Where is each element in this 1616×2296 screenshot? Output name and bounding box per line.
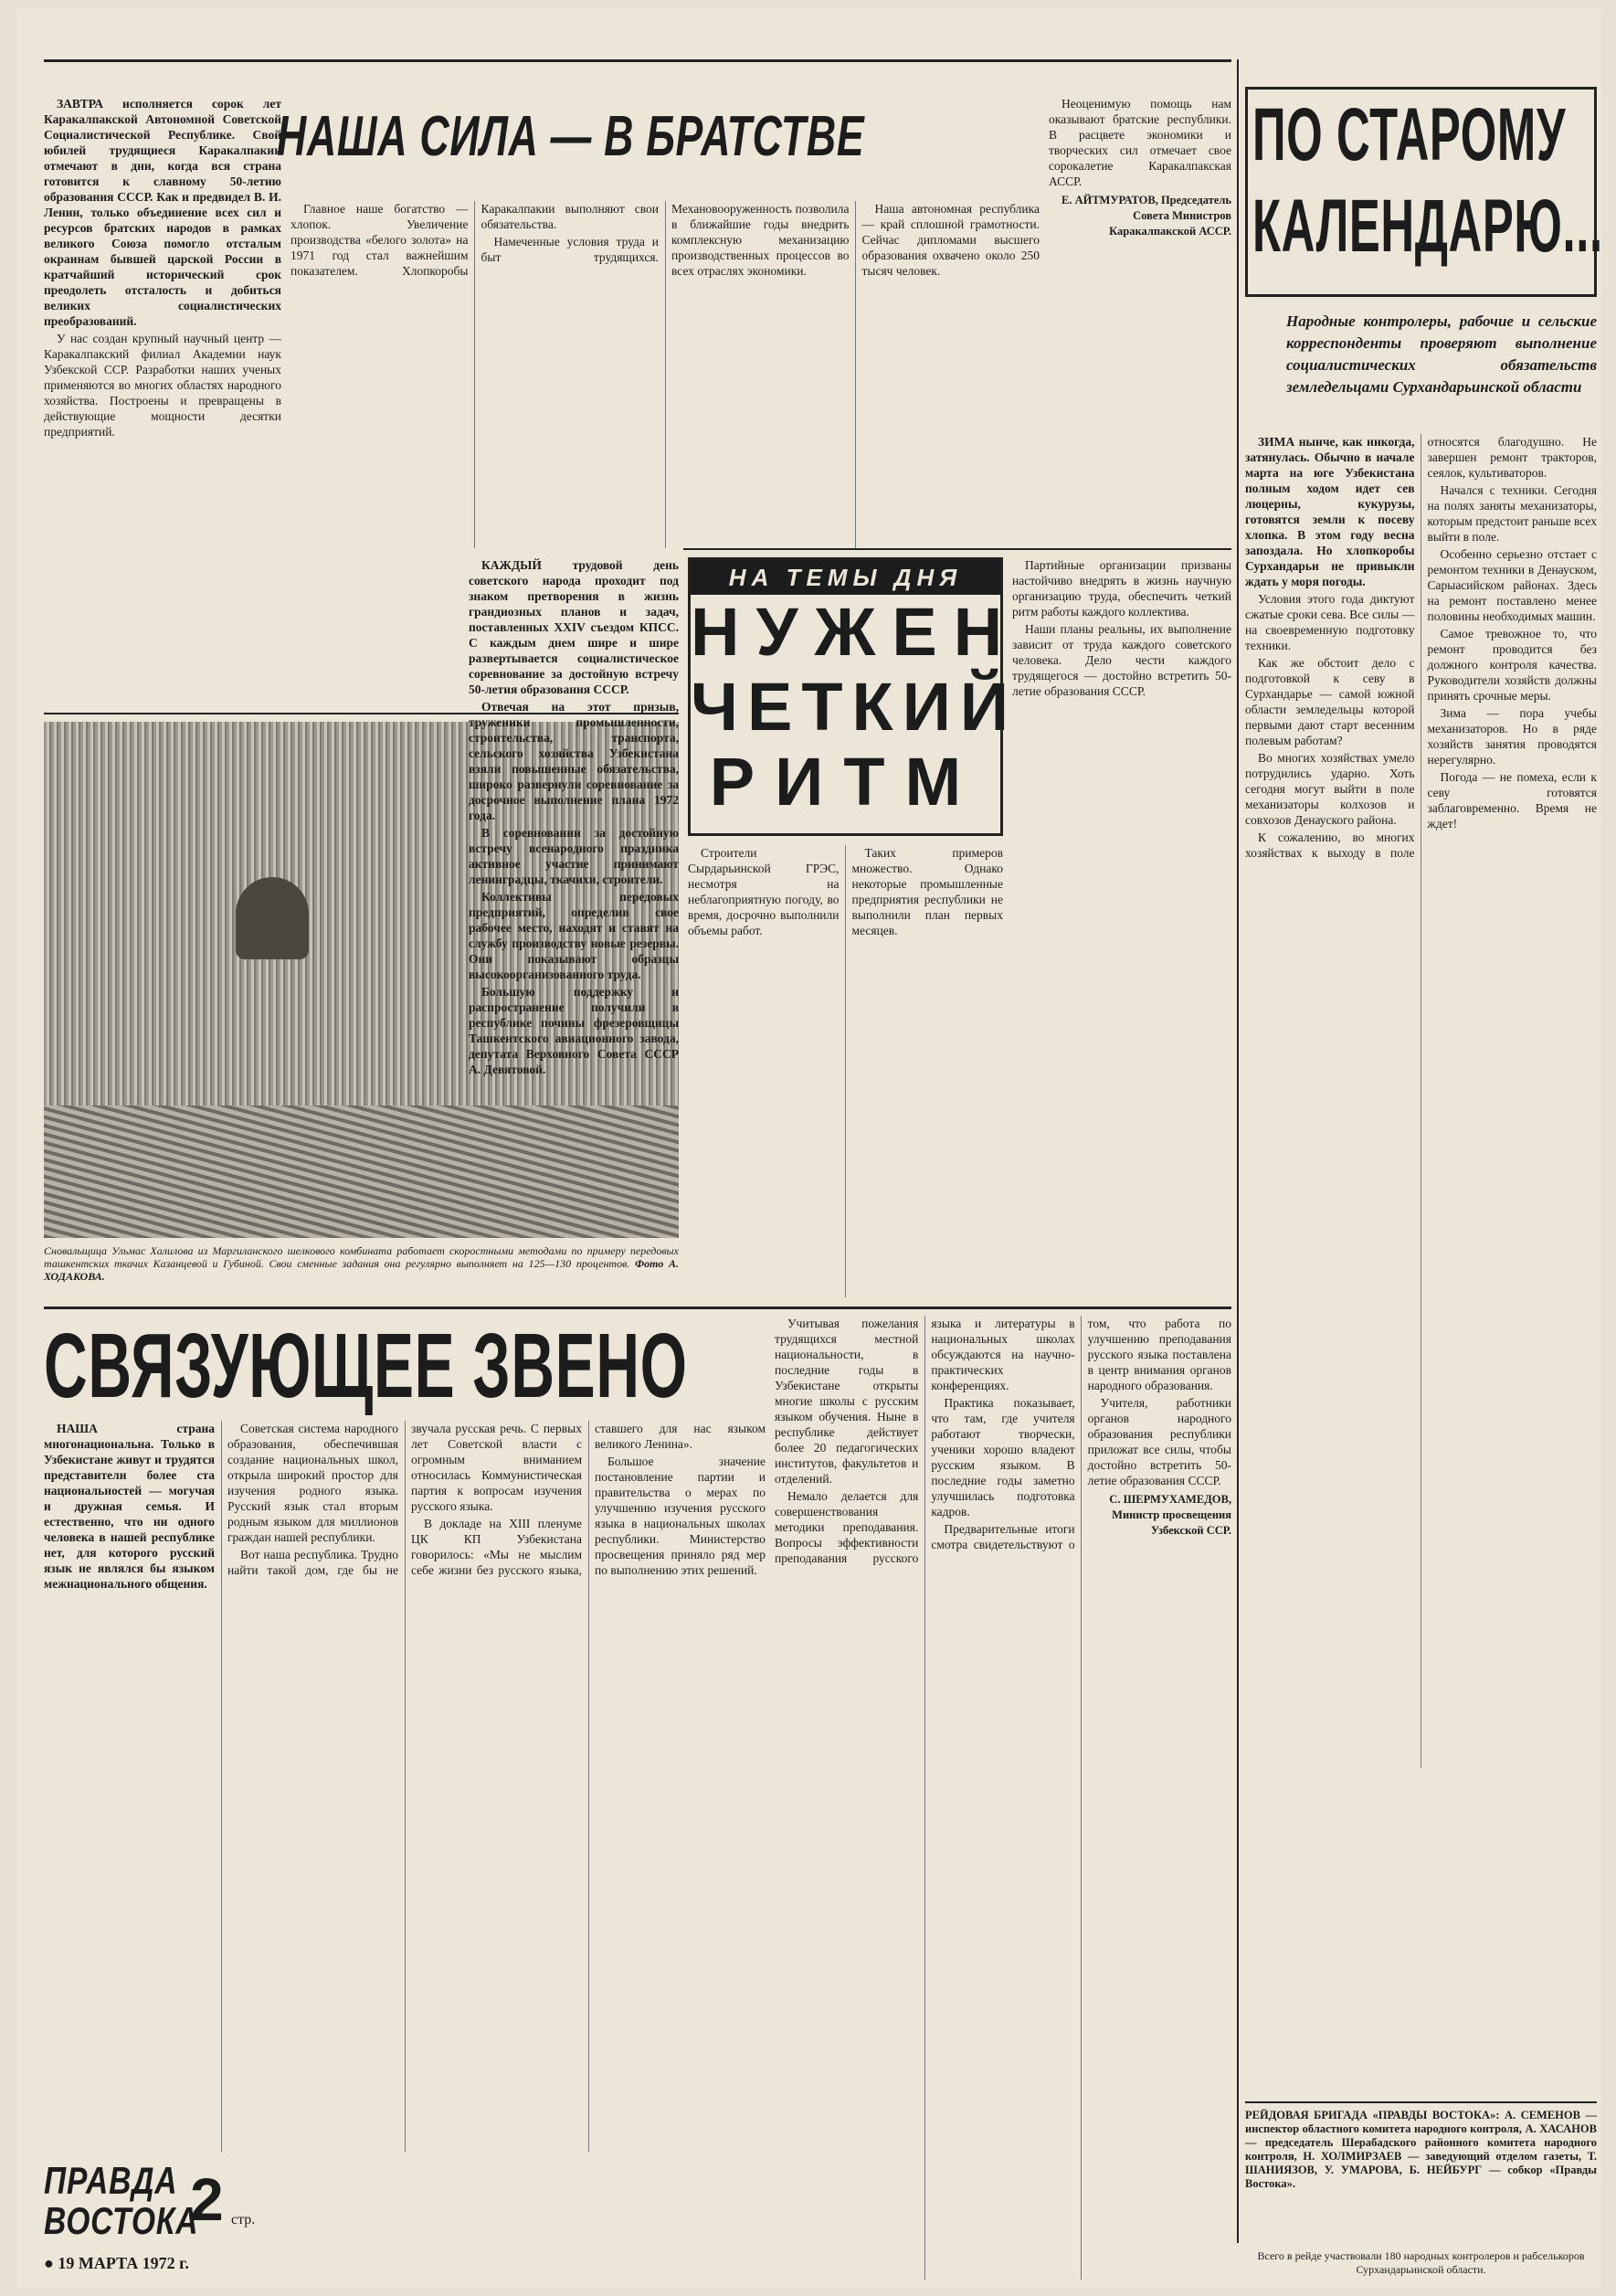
kalendar-brigade-block <box>1245 2109 1597 2246</box>
ritm-para-7: Партийные организации призваны настойчиво внедрять в жизнь научную организацию труда, обеспечить четкий ритм работы каждого коллектива. <box>1012 558 1231 619</box>
kalendar-para-8: Зима — пора учебы механизаторов. Но в ряде хозяйств занятия проводятся нерегулярно. <box>1427 706 1597 767</box>
zveno-para-6: Немало делается для совершенствования методики преподавания. Вопросы эффективности преподавания русского языка и литературы в национальных школах обсуждаются на научно-практических конференциях. <box>775 1317 1075 1565</box>
kalendar-subhead: Народные контролеры, рабочие и сельские корреспонденты проверяют выполнение социалистических обязательств земледельцами Сурхандарьинской области <box>1286 312 1597 396</box>
ritm-body-left <box>688 845 1003 1297</box>
newspaper-page <box>16 9 1601 2289</box>
issue-date-text: 19 МАРТА 1972 г. <box>58 2254 189 2272</box>
ritm-para-4: Большую поддержку и распространение получили в республике почины фрезеровщицы Ташкентского авиационного завода, депутата Верховного Совета СССР А. Девятовой. <box>469 985 679 1076</box>
masthead <box>44 2161 281 2280</box>
ritm-para-5: Строители Сырдарьинской ГРЭС, несмотря на неблагоприятную погоду, во время, досрочно выполнили объемы работ. <box>688 846 840 937</box>
kalendar-para-9: Погода — не помеха, если к севу готовятся заблаговременно. Время не ждет! <box>1427 770 1597 831</box>
kalendar-body <box>1245 434 1597 1768</box>
worker-figure <box>236 877 309 959</box>
top-rule <box>44 59 1231 62</box>
photo-credit: Фото А. ХОДАКОВА. <box>44 1257 679 1283</box>
bratstvo-body <box>290 201 1040 548</box>
masthead-name-line-1: ПРАВДА <box>44 2159 178 2202</box>
bratstvo-signature: Е. АЙТМУРАТОВ, Председатель Совета Министров Каракалпакской АССР. <box>1061 194 1231 238</box>
ritm-para-2: В соревновании за достойную встречу всенародного праздника активное участие принимают ленинградцы, ткачихи, строители. <box>469 826 679 886</box>
bratstvo-right-col <box>1049 96 1231 534</box>
page-suffix: стр. <box>231 2212 256 2227</box>
zveno-top-rule <box>44 1307 1231 1309</box>
ritm-headline-line-3: РИТМ <box>709 744 982 820</box>
kalendar-subhead-block <box>1286 311 1597 420</box>
zveno-para-7: Практика показывает, что там, где учителя работают творчески, ученики хорошо владеют русским языком. В последние годы заметно улучшилась подготовка кадров. <box>931 1396 1075 1518</box>
zveno-body-right <box>775 1316 1231 2280</box>
masthead-name-line-2: ВОСТОКА <box>44 2199 199 2242</box>
ritm-para-3: Коллективы передовых предприятий, определив свое рабочее место, находят и ставят на службу производству новые резервы. Они показывают образцы высокоорганизованного труда. <box>469 890 679 981</box>
kalendar-headline-line-1: ПО СТАРОМУ <box>1252 93 1567 176</box>
ritm-top-rule <box>683 548 1231 550</box>
photo-caption: Сновальщица Ульмас Халилова из Маргиланского шелкового комбината работает скоростными методами по примеру передовых ташкентских ткачих Казанцевой и Губиной. Свои сменные задания она регулярно выполняет на 125—130 процентов. <box>44 1244 679 1270</box>
bratstvo-para-0: ЗАВТРА исполняется сорок лет Каракалпакской Автономной Советской Социалистической Республике. Свой юбилей трудящиеся Каракалпакии отмечают в дни, когда вся страна готовится к славному 50-летию образования СССР. Как и предвидел В. И. Ленин, только объединение всех сил и ресурсов братских народов в рамках великого Союза помогло отсталым окраинам бывшей царской России в кратчайший исторический срок преодолеть отсталость и добиться великих социалистических преобразований. <box>44 97 281 328</box>
kalendar-para-7: Самое тревожное то, что ремонт проводится без должного контроля качества. Руководители хозяйств должны принять срочные меры. <box>1427 627 1597 703</box>
masthead-logo <box>44 2161 199 2252</box>
zveno-signature: С. ШЕРМУХАМЕДОВ, Министр просвещения Узбекской ССР. <box>1109 1493 1231 1537</box>
bratstvo-para-5: Неоценимую помощь нам оказывают братские республики. В расцвете экономики и творческих сил отмечает свое сорокалетие Каракалпакская АССР. <box>1049 97 1231 188</box>
zveno-para-2: Вот наша республика. Трудно найти такой дом, где бы не звучала русская речь. С первых лет Советской власти с огромным вниманием относилась Коммунистическая партия к вопросам изучения русского языка. <box>227 1422 582 1577</box>
kalendar-para-3: Во многих хозяйствах умело потрудились ударно. Хоть сегодня могут выйти в поле механизаторы колхозов и совхозов Денауского района. <box>1245 751 1415 827</box>
ritm-headline-line-1: НУЖЕН <box>691 594 1019 670</box>
kalendar-headline-line-2: КАЛЕНДАРЮ... <box>1252 185 1603 268</box>
ritm-body-right <box>1012 557 1231 1297</box>
bratstvo-para-3: Намеченные условия труда и быт трудящихся. Механовооруженность позволила в ближайшие годы внедрить комплексную механизацию производственных процессов во всех отраслях экономики. <box>481 202 850 278</box>
ritm-lead <box>469 557 679 1297</box>
kalendar-headline-box <box>1245 87 1603 297</box>
zveno-headline: СВЯЗУЮЩЕЕ ЗВЕНО <box>44 1315 688 1417</box>
ritm-para-1: Отвечая на этот призыв, труженики промышленности, строительства, транспорта, сельского хозяйства Узбекистана взяли повышенные обязательства, широко развернули соревнование за досрочное выполнение плана 1972 года. <box>469 700 679 822</box>
ritm-headline-line-2: ЧЕТКИЙ <box>691 669 1019 745</box>
ritm-para-8: Наши планы реальны, их выполнение зависит от труда каждого советского человека. Дело чести каждого трудящегося — достойно встретить 50-летие образования СССР. <box>1012 622 1231 698</box>
headline-block <box>277 105 865 176</box>
bratstvo-para-1: У нас создан крупный научный центр — Каракалпакский филиал Академии наук Узбекской ССР. Разработки наших ученых применяются во многих областях народного хозяйства. Построены и превращены в действующие мощности десятки предприятий. <box>44 332 281 439</box>
zveno-para-9: Учителя, работники органов народного образования республики приложат все силы, чтобы достойно встретить 50-летие образования СССР. <box>1087 1396 1231 1487</box>
zveno-para-4: Большое значение постановление партии и правительства о мерах по улучшению изучения русского языка в национальных школах республики. Министерство просвещения приняло ряд мер по выполнению этих решений. <box>595 1455 766 1577</box>
ritm-para-0: КАЖДЫЙ трудовой день советского народа проходит под знаком претворения в жизнь грандиозных планов и задач, поставленных XXIV съездом КПСС. С каждым днем шире и шире развертывается социалистическое соревнование за достойную встречу 50-летия образования СССР. <box>469 558 679 696</box>
zveno-para-0: НАША страна многонациональна. Только в Узбекистане живут и трудятся представители более ста национальностей — могучая и дружная семья. И естественно, что ни одного человека в нашей республике нет, для которого русский язык не являлся бы языком межнационального общения. <box>44 1422 215 1591</box>
kalendar-note: Всего в рейде участвовали 180 народных контролеров и рабселькоров Сурхандарьинской области. <box>1257 2249 1585 2276</box>
ritm-kicker-bar <box>691 560 1000 595</box>
brigade-rule <box>1245 2101 1597 2103</box>
date-bullet-icon: ● <box>44 2254 58 2272</box>
zveno-para-1: Советская система народного образования, обеспечившая создание национальных школ, открыла широкий простор для изучения родного языка. Русский язык стал вторым родным языком для миллионов граждан нашей республики. <box>227 1422 398 1544</box>
zveno-para-5: Учитывая пожелания трудящихся местной национальности, в последние годы в Узбекистане открыты многие школы с русским языком обучения. Ныне в республике действует более 20 педагогических институтов, факультетов и отделений. <box>775 1317 919 1486</box>
ritm-para-6: Таких примеров множество. Однако некоторые промышленные предприятия республики не выполнили план первых месяцев. <box>851 846 1003 937</box>
kalendar-para-5: Начался с техники. Сегодня на полях заняты механизаторы, которым предстоит раньше всех выйти в поле. <box>1427 483 1597 544</box>
bratstvo-lead <box>44 96 281 726</box>
zveno-headline-block <box>44 1316 793 1416</box>
zveno-para-3: В докладе на XIII пленуме ЦК КП Узбекистана говорилось: «Мы не мыслим себе жизни без русского языка, ставшего для нас языком великого Ленина». <box>411 1422 766 1577</box>
zveno-para-8: Предварительные итоги смотра свидетельствуют о том, что работа по улучшению преподавания русского языка поставлена в центр внимания органов народного образования. <box>931 1317 1231 1551</box>
bratstvo-para-2: Главное наше богатство — хлопок. Увеличение производства «белого золота» на 1971 год стал важнейшим показателем. Хлопкоробы Каракалпакии выполняют свои обязательства. <box>290 202 659 278</box>
kalendar-note-block <box>1245 2249 1597 2282</box>
page-number: 2 <box>190 2165 225 2233</box>
zveno-body-left <box>44 1421 766 2152</box>
kalendar-para-1: Условия этого года диктуют сжатые сроки сева. Все силы — на своевременную подготовку техники. <box>1245 592 1415 652</box>
ritm-headline-box <box>688 557 1019 836</box>
kalendar-para-0: ЗИМА нынче, как никогда, затянулась. Обычно в начале марта на юге Узбекистана полным ходом идет сев люцерны, кукурузы, готовятся земли к посеву хлопка. В этом году весна запоздала. Но хлопкоробы Сурхандарьи не привыкли ждать у моря погоды. <box>1245 435 1415 588</box>
bratstvo-para-4: Наша автономная республика — край сплошной грамотности. Сейчас дипломами высшего образования охвачено около 250 тысяч человек. <box>861 202 1040 278</box>
kalendar-para-2: Как же обстоит дело с подготовкой к севу в Сурхандарье — самой южной области земледельцы которой первыми дают старт весенним полевым работам? <box>1245 656 1415 747</box>
ritm-kicker: НА ТЕМЫ ДНЯ <box>728 564 963 591</box>
kalendar-brigade: РЕЙДОВАЯ БРИГАДА «ПРАВДЫ ВОСТОКА»: А. СЕМЕНОВ — инспектор областного комитета народного контроля, А. ХАСАНОВ — председатель Шерабадского районного комитета народного контроля, Н. ХОЛМИРЗАЕВ — заведующий отделом газеты, Т. ШАНИЯЗОВ, У. УМАРОВА, Б. НЕЙБУРГ — собкор «Правды Востока». <box>1245 2109 1597 2190</box>
bratstvo-headline: НАША СИЛА — В БРАТСТВЕ <box>277 105 865 168</box>
right-column-rule <box>1237 59 1239 2243</box>
issue-date <box>44 2254 189 2273</box>
kalendar-para-6: Особенно серьезно отстает с ремонтом техники в Денауском, Сарыасийском районах. Здесь на ремонт поставлено менее половины необходимых машин. <box>1427 547 1597 623</box>
kalendar-para-4: К сожалению, во многих хозяйствах к выходу в поле относятся благодушно. Не завершен ремонт тракторов, сеялок, культиваторов. <box>1245 435 1597 860</box>
